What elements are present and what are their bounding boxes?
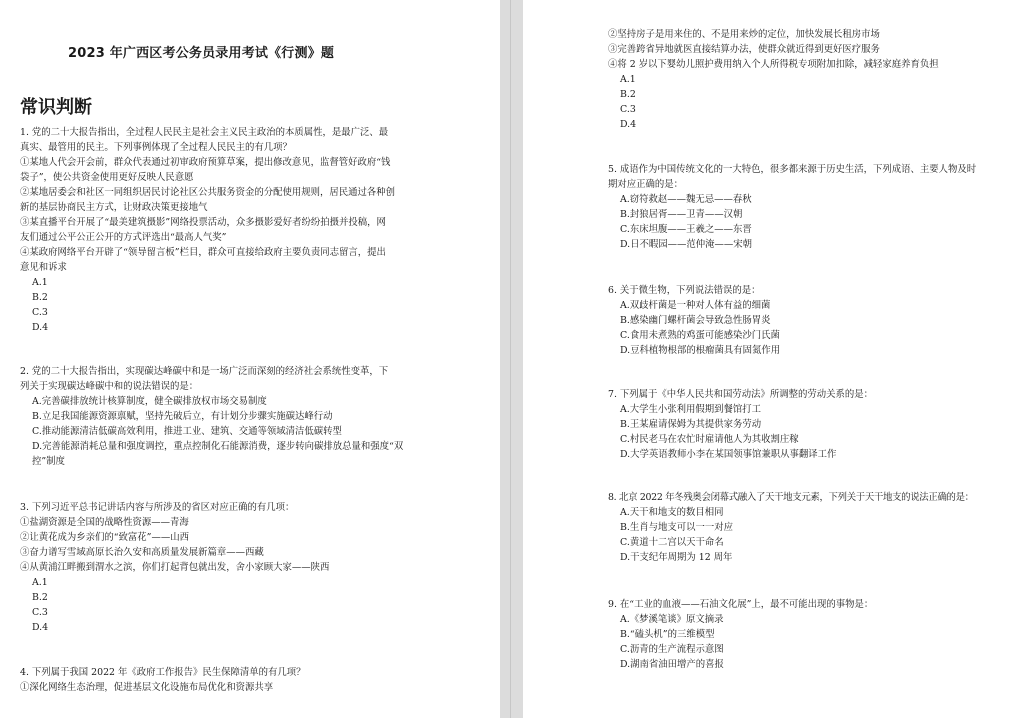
- option-d: D.湖南省油田增产的喜报: [620, 659, 724, 670]
- option-a: A.1: [32, 577, 48, 588]
- option-d: D.4: [620, 119, 637, 130]
- question-8: [608, 490, 1024, 565]
- question-stem-line: 4. 下列属于我国 2022 年《政府工作报告》民生保障清单的有几项？: [20, 667, 306, 678]
- question-2: [20, 364, 495, 469]
- option-a: A.《梦溪笔谈》原文摘录: [620, 614, 724, 625]
- option-d: D.干支纪年周期为 12 周年: [620, 552, 733, 563]
- option-d: D.日不暇园——范仲淹——宋朝: [620, 239, 753, 250]
- option-a: A.天干和地支的数目相同: [620, 507, 724, 518]
- question-9: [608, 597, 1018, 672]
- statement-line: ③完善跨省异地就医直接结算办法，使群众就近得到更好医疗服务: [608, 44, 880, 55]
- statement-line: ③奋力谱写雪域高原长治久安和高质量发展新篇章——西藏: [20, 547, 264, 558]
- option-d: D.大学英语教师小李在某国领事馆兼职从事翻译工作: [620, 449, 837, 460]
- question-stem-line: 5. 成语作为中国传统文化的一大特色，很多都来源于历史生活，下列成语、主要人物及时: [608, 164, 977, 175]
- statement-line: 友们通过公平公正公开的方式评选出“最高人气奖”: [20, 232, 227, 243]
- option-d: D.4: [32, 622, 49, 633]
- statement-line: ②坚持房子是用来住的、不是用来炒的定位，加快发展长租房市场: [608, 29, 880, 40]
- option-c: C.村民老马在农忙时雇请他人为其收割庄稼: [620, 434, 799, 445]
- option-c: C.东床坦腹——王羲之——东晋: [620, 224, 752, 235]
- statement-line: 新的基层协商民主方式，让财政决策更接地气: [20, 202, 208, 213]
- question-stem-line: 7. 下列属于《中华人民共和国劳动法》所调整的劳动关系的是：: [608, 389, 874, 400]
- option-b: B.“磕头机”的三维模型: [620, 629, 715, 640]
- option-b: B.立足我国能源资源禀赋，坚持先破后立，有计划分步骤实施碳达峰行动: [32, 411, 333, 422]
- question-7: [608, 387, 1018, 462]
- option-d: D.4: [32, 322, 49, 333]
- section-heading: 常识判断: [20, 97, 92, 118]
- document-page-left: [0, 0, 500, 718]
- option-a: A.窃符救赵——魏无忌——春秋: [620, 194, 752, 205]
- question-stem-line: 真实、最管用的民主。下列事例体现了全过程人民民主的有几项？: [20, 142, 292, 153]
- option-c: C.3: [32, 607, 48, 618]
- option-a: A.1: [32, 277, 48, 288]
- option-d: D.豆科植物根部的根瘤菌具有固氮作用: [620, 345, 781, 356]
- statement-line: ②某地居委会和社区一同组织居民讨论社区公共服务资金的分配使用规则，居民通过各种创: [20, 187, 396, 198]
- statement-line: ④从黄浦江畔搬到渭水之滨，你们打起背包就出发，舍小家顾大家——陕西: [20, 562, 330, 573]
- question-stem-line: 6. 关于微生物，下列说法错误的是：: [608, 285, 761, 296]
- option-b: B.王某雇请保姆为其提供家务劳动: [620, 419, 762, 430]
- statement-line: ③某直播平台开展了“最美建筑摄影”网络投票活动，众多摄影爱好者纷纷拍摄并投稿，网: [20, 217, 386, 228]
- statement-line: ②让黄花成为乡亲们的“致富花”——山西: [20, 532, 189, 543]
- option-a: A.双歧杆菌是一种对人体有益的细菌: [620, 300, 771, 311]
- question-stem-line: 8. 北京 2022 年冬残奥会闭幕式融入了天干地支元素，下列关于天干地支的说法正确的是：: [608, 492, 974, 503]
- option-a: A.完善碳排放统计核算制度，健全碳排放权市场交易制度: [32, 396, 267, 407]
- document-title: 2023 年广西区考公务员录用考试《行测》题: [68, 46, 335, 61]
- option-b: B.感染幽门螺杆菌会导致急性肠胃炎: [620, 315, 771, 326]
- statement-line: ①某地人代会开会前，群众代表通过初审政府预算草案，提出修改意见，监督管好政府“钱: [20, 157, 391, 168]
- option-c: C.3: [32, 307, 48, 318]
- document-page-right: [523, 0, 1024, 718]
- question-stem-line: 1. 党的二十大报告指出，全过程人民民主是社会主义民主政治的本质属性，是最广泛、最: [20, 127, 389, 138]
- option-b: B.2: [32, 292, 48, 303]
- question-stem-line: 列关于实现碳达峰碳中和的说法错误的是：: [20, 381, 199, 392]
- question-5: [608, 162, 1018, 252]
- option-c: C.黄道十二宫以天干命名: [620, 537, 724, 548]
- statement-line: 袋子”，使公共资金使用更好反映人民意愿: [20, 172, 194, 183]
- option-c: C.3: [620, 104, 636, 115]
- question-4-part-1: [20, 665, 495, 695]
- question-stem-line: 2. 党的二十大报告指出，实现碳达峰碳中和是一场广泛而深刻的经济社会系统性变革，下: [20, 366, 389, 377]
- question-1: [20, 125, 495, 335]
- question-stem-line: 期对应正确的是：: [608, 179, 684, 190]
- statement-line: ④某政府网络平台开辟了“领导留言板”栏目，群众可直接给政府主要负责同志留言，提出: [20, 247, 386, 258]
- page-divider: [510, 0, 511, 718]
- question-stem-line: 9. 在“工业的血液——石油文化展”上，最不可能出现的事物是：: [608, 599, 874, 610]
- option-d-continued: 控”制度: [32, 456, 65, 467]
- statement-line: ①深化网络生态治理，促进基层文化设施布局优化和资源共享: [20, 682, 274, 693]
- option-b: B.生肖与地支可以一一对应: [620, 522, 733, 533]
- question-stem-line: 3. 下列习近平总书记讲话内容与所涉及的省区对应正确的有几项：: [20, 502, 295, 513]
- option-d: D.完善能源消耗总量和强度调控，重点控制化石能源消费，逐步转向碳排放总量和强度“双: [32, 441, 404, 452]
- option-b: B.2: [620, 89, 636, 100]
- option-b: B.2: [32, 592, 48, 603]
- statement-line: ④将 2 岁以下婴幼儿照护费用纳入个人所得税专项附加扣除，减轻家庭养育负担: [608, 59, 939, 70]
- question-4-part-2: [608, 27, 1018, 132]
- option-a: A.大学生小张利用假期到餐馆打工: [620, 404, 762, 415]
- question-3: [20, 500, 495, 635]
- statement-line: 意见和诉求: [20, 262, 67, 273]
- question-6: [608, 283, 1018, 358]
- option-c: C.推动能源清洁低碳高效利用，推进工业、建筑、交通等领域清洁低碳转型: [32, 426, 342, 437]
- option-b: B.封狼居胥——卫青——汉朝: [620, 209, 743, 220]
- option-a: A.1: [620, 74, 636, 85]
- option-c: C.食用未煮熟的鸡蛋可能感染沙门氏菌: [620, 330, 780, 341]
- statement-line: ①盐湖资源是全国的战略性资源——青海: [20, 517, 189, 528]
- page-gutter: [500, 0, 523, 718]
- option-c: C.沥青的生产流程示意图: [620, 644, 724, 655]
